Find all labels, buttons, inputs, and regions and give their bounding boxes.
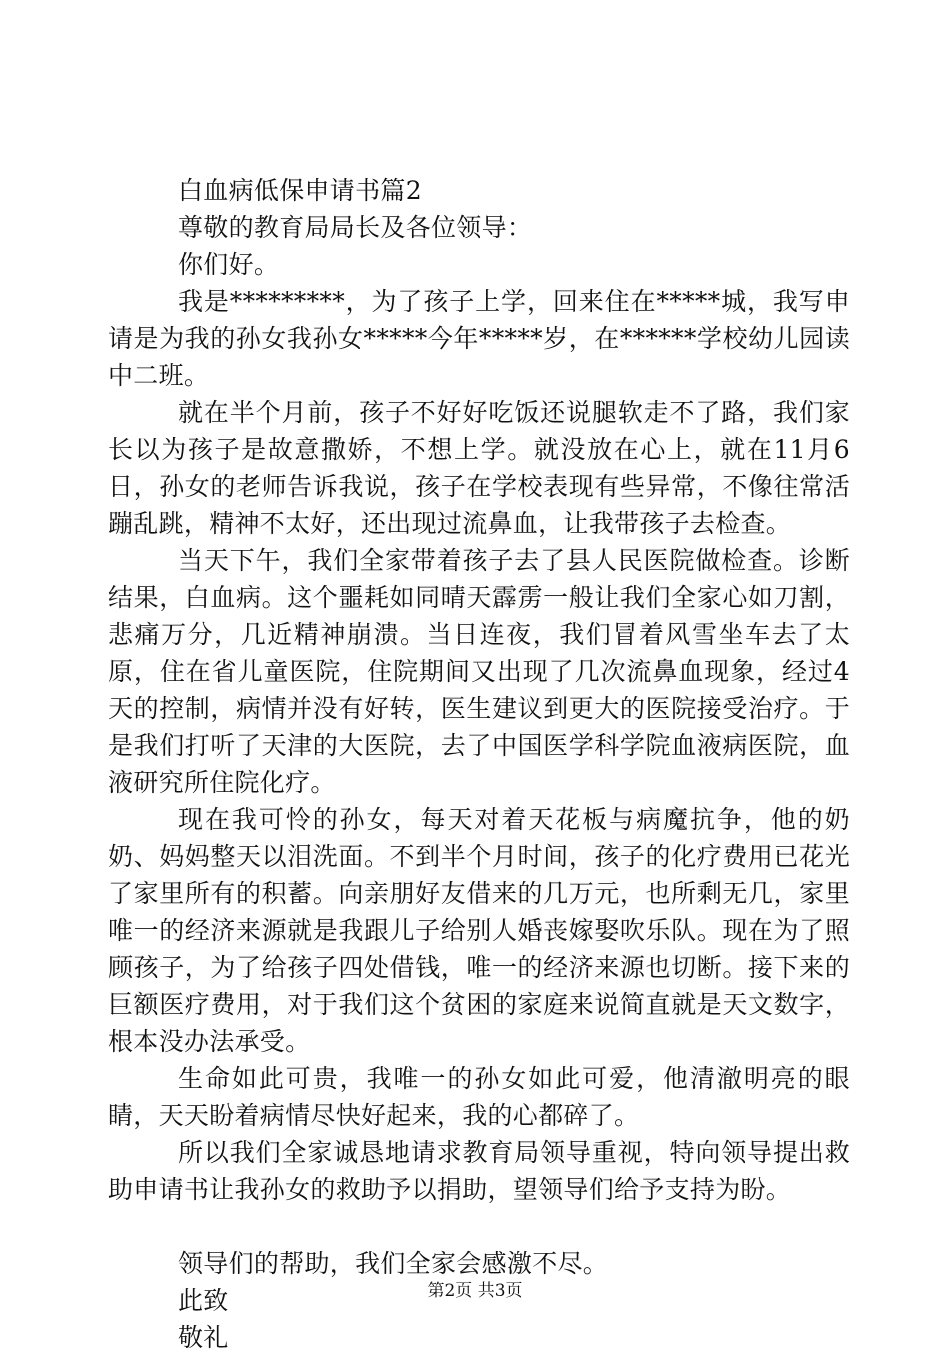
body-paragraph: 所以我们全家诚恳地请求教育局领导重视，特向领导提出救助申请书让我孙女的救助予以捐助，望领导们给予支持为盼。	[108, 1138, 850, 1204]
closing-line: 此致	[178, 1286, 229, 1315]
salutation: 尊敬的教育局局长及各位领导：	[178, 213, 533, 242]
body-paragraph: 现在我可怜的孙女，每天对着天花板与病魔抗争，他的奶奶、妈妈整天以泪洗面。不到半个月时间，孩子的化疗费用已花光了家里所有的积蓄。向亲朋好友借来的几万元，也所剩无几，家里唯一的经济来源就是我跟儿子给别人婚丧嫁娶吹乐队。现在为了照顾孩子，为了给孩子四处借钱，唯一的经济来源也切断。接下来的巨额医疗费用，对于我们这个贫困的家庭来说简直就是天文数字，根本没办法承受。	[108, 805, 850, 1056]
body-paragraph: 生命如此可贵，我唯一的孙女如此可爱，他清澈明亮的眼睛，天天盼着病情尽快好起来，我的心都碎了。	[108, 1064, 850, 1130]
document-title: 白血病低保申请书篇2	[178, 176, 422, 205]
blank-line	[108, 1208, 850, 1245]
document-body	[108, 172, 850, 1356]
closing-line: 敬礼	[178, 1323, 229, 1352]
thanks-line: 领导们的帮助，我们全家会感激不尽。	[178, 1249, 609, 1278]
body-paragraph: 就在半个月前，孩子不好好吃饭还说腿软走不了路，我们家长以为孩子是故意撒娇，不想上学。就没放在心上，就在11月6日，孙女的老师告诉我说，孩子在学校表现有些异常，不像往常活蹦乱跳，精神不太好，还出现过流鼻血，让我带孩子去检查。	[108, 398, 850, 538]
page-footer: 第2页 共3页	[427, 1281, 523, 1301]
body-paragraph: 我是*********，为了孩子上学，回来住在*****城，我写申请是为我的孙女我孙女*****今年*****岁，在******学校幼儿园读中二班。	[108, 287, 850, 390]
body-paragraph: 当天下午，我们全家带着孩子去了县人民医院做检查。诊断结果，白血病。这个噩耗如同晴天霹雳一般让我们全家心如刀割，悲痛万分，几近精神崩溃。当日连夜，我们冒着风雪坐车去了太原，住在省儿童医院，住院期间又出现了几次流鼻血现象，经过4天的控制，病情并没有好转，医生建议到更大的医院接受治疗。于是我们打听了天津的大医院，去了中国医学科学院血液病医院，血液研究所住院化疗。	[108, 546, 850, 797]
greeting: 你们好。	[178, 250, 280, 279]
